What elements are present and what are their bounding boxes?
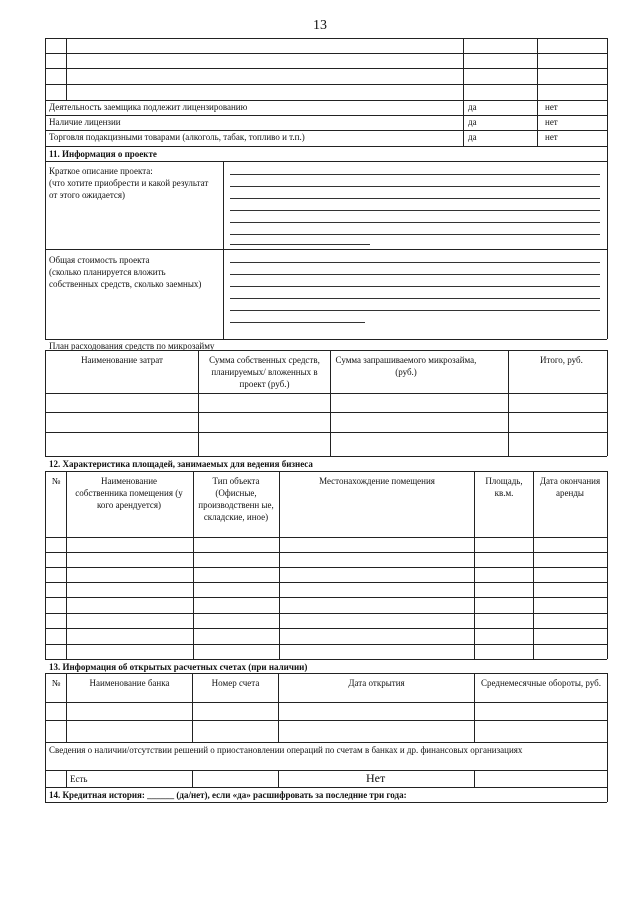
suspension-yes-option[interactable]: Есть [70,774,88,784]
accounts-header-turnover: Среднемесячные обороты, руб. [481,678,601,688]
section-11-title: 11. Информация о проекте [49,149,157,159]
premises-header-lease-end: Дата окончания аренды [539,476,601,498]
plan-header-loan-amount: Сумма запрашиваемого микрозайма, (руб.) [335,355,477,377]
suspension-text: Сведения о наличии/отсутствии решений о приостановлении операций по счетам в банках и др. финансовых организациях [49,745,523,755]
cost-hint: (сколько планируется вложить собственных средств, сколько заемных) [49,267,202,289]
section-13-title: 13. Информация об открытых расчетных счетах (при наличии) [49,662,308,672]
yes-option[interactable]: да [468,117,477,127]
premises-header-owner: Наименование собственника помещения (у кого арендуется) [75,476,183,510]
cost-label: Общая стоимость проекта [49,255,150,265]
accounts-header-number: № [51,678,61,688]
section-14-title: 14. Кредитная история: ______ (да/нет), если «да» расшифровать за последние три года: [49,790,407,800]
yes-option[interactable]: да [468,102,477,112]
premises-header-type: Тип объекта (Офисные, производственн ые, складские, иное) [198,476,274,522]
section-12-title: 12. Характеристика площадей, занимаемых для ведения бизнеса [49,459,313,469]
premises-header-area: Площадь, кв.м. [485,476,523,498]
accounts-header-open-date: Дата открытия [348,678,405,688]
accounts-header-account: Номер счета [211,678,260,688]
description-label: Краткое описание проекта: [49,166,153,176]
licensing-label: Наличие лицензии [49,117,121,127]
plan-header-cost-name: Наименование затрат [81,355,163,365]
description-hint: (что хотите приобрести и какой результат от этого ожидается) [49,178,209,200]
premises-header-number: № [51,476,61,486]
no-option[interactable]: нет [545,117,558,127]
page-number: 13 [313,18,327,33]
licensing-label: Деятельность заемщика подлежит лицензированию [49,102,248,112]
no-option[interactable]: нет [545,102,558,112]
suspension-no-option[interactable]: Нет [366,771,386,785]
plan-title: План расходования средств по микрозайму [49,341,215,351]
licensing-label: Торговля подакцизными товарами (алкоголь, табак, топливо и т.п.) [49,132,305,142]
yes-option[interactable]: да [468,132,477,142]
description-input-lines[interactable] [230,164,600,248]
no-option[interactable]: нет [545,132,558,142]
accounts-header-bank: Наименование банка [89,678,170,688]
premises-header-location: Местонахождение помещения [319,476,435,486]
plan-header-total: Итого, руб. [540,355,583,365]
plan-header-own-funds: Сумма собственных средств, планируемых/ вложенных в проект (руб.) [209,355,320,389]
cost-input-lines[interactable] [230,252,600,336]
